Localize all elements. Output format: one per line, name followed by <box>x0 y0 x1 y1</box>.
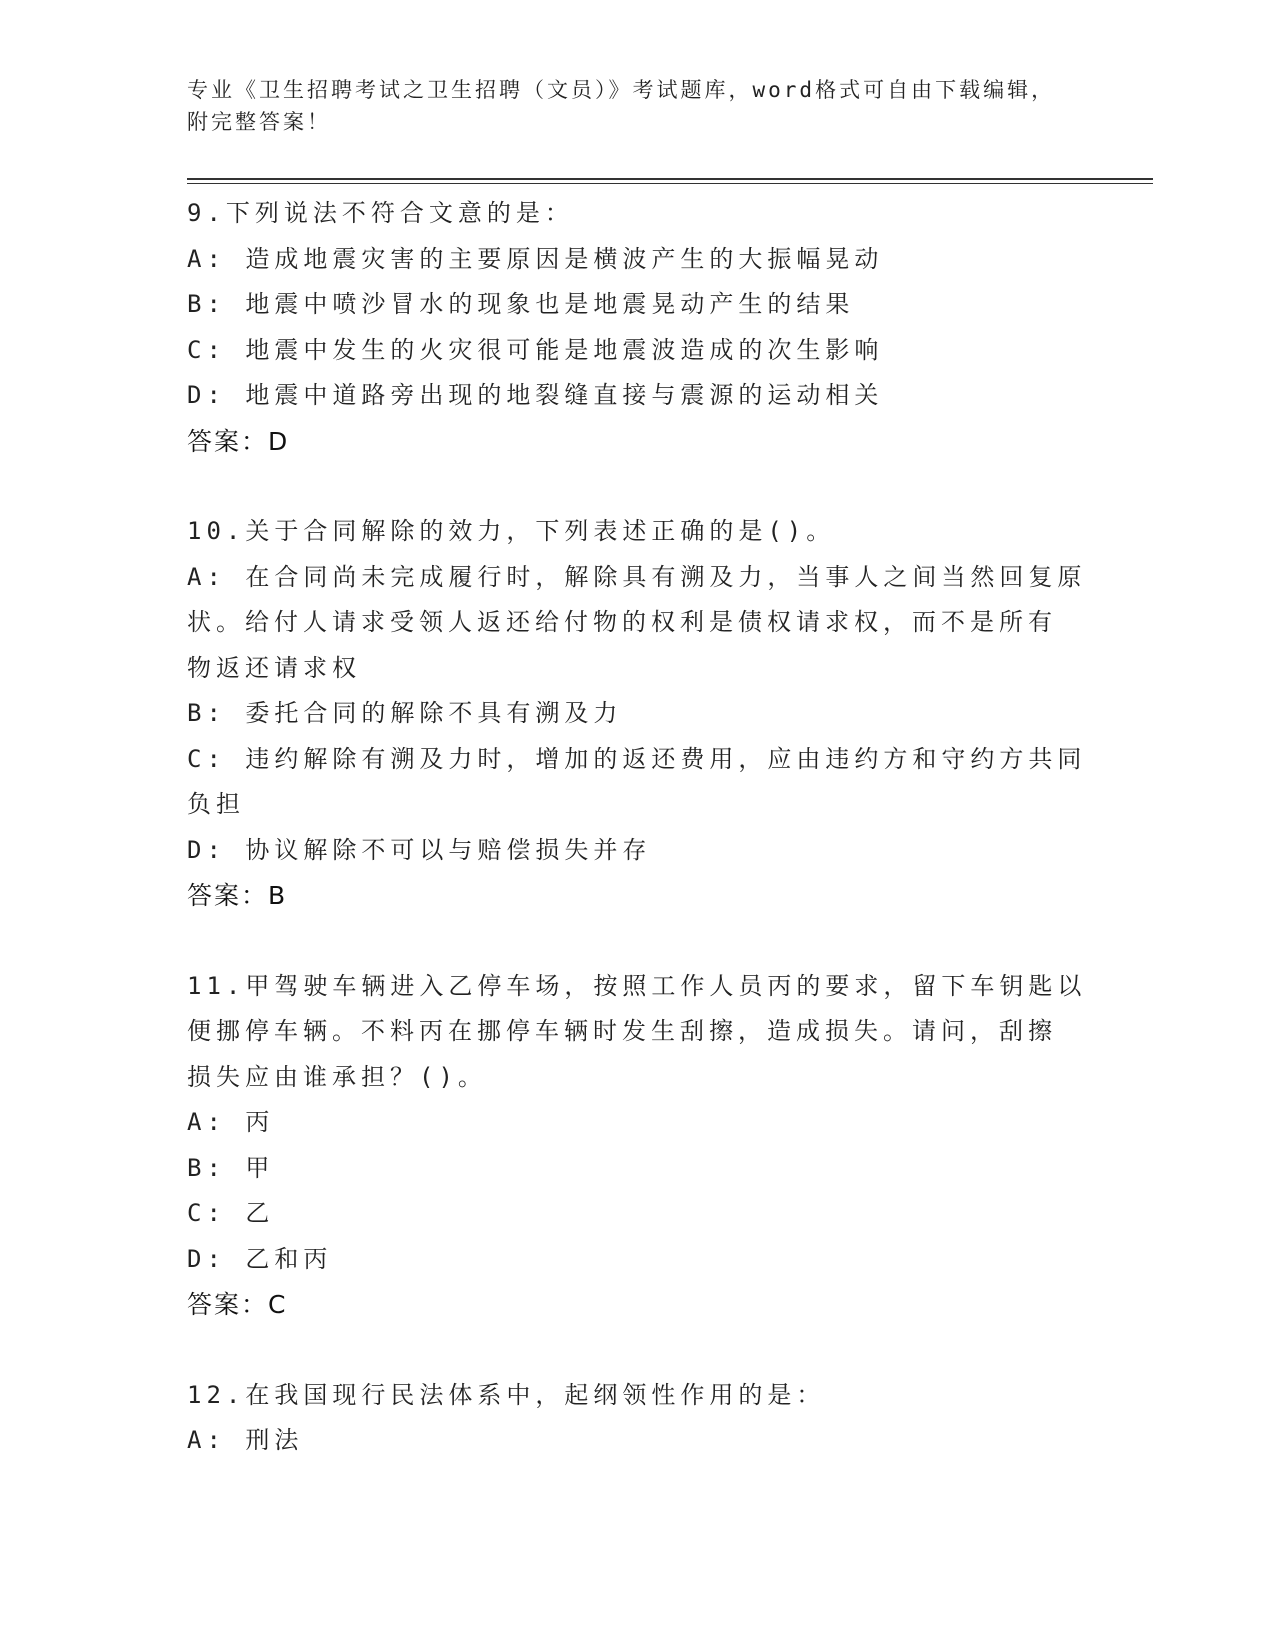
answer-option: A: 刑法 <box>187 1426 304 1454</box>
correct-answer: 答案：C <box>187 1290 288 1319</box>
correct-answer: 答案：B <box>187 881 288 910</box>
answer-option: 状。给付人请求受领人返还给付物的权利是债权请求权，而不是所有 <box>187 608 1057 636</box>
answer-option: A: 丙 <box>187 1108 275 1136</box>
answer-option: C: 违约解除有溯及力时，增加的返还费用，应由违约方和守约方共同 <box>187 744 1087 773</box>
answer-option: A: 造成地震灾害的主要原因是横波产生的大振幅晃动 <box>187 244 884 273</box>
question-stem: 9.下列说法不符合文意的是： <box>187 199 574 227</box>
answer-option: 物返还请求权 <box>187 653 361 682</box>
header-rule-thick <box>187 178 1153 180</box>
question-stem: 10.关于合同解除的效力，下列表述正确的是()。 <box>187 517 836 545</box>
answer-option: D: 协议解除不可以与赔偿损失并存 <box>187 835 652 864</box>
answer-option: D: 地震中道路旁出现的地裂缝直接与震源的运动相关 <box>187 381 884 409</box>
answer-option: B: 委托合同的解除不具有溯及力 <box>187 699 623 727</box>
answer-option: C: 乙 <box>187 1199 275 1227</box>
answer-option: D: 乙和丙 <box>187 1244 333 1273</box>
question-stem: 12.在我国现行民法体系中，起纲领性作用的是： <box>187 1380 826 1409</box>
answer-option: B: 甲 <box>187 1153 275 1182</box>
question-block <box>187 964 1087 1328</box>
document-header: 专业《卫生招聘考试之卫生招聘（文员）》考试题库，word格式可自由下载编辑，附完整答案！ <box>187 78 1056 134</box>
question-list <box>187 191 1087 1509</box>
answer-option: B: 地震中喷沙冒水的现象也是地震晃动产生的结果 <box>187 290 855 318</box>
answer-option: C: 地震中发生的火灾很可能是地震波造成的次生影响 <box>187 335 884 364</box>
question-stem: 损失应由谁承担？()。 <box>187 1062 487 1091</box>
header-rule-thin <box>187 183 1153 184</box>
question-stem: 便挪停车辆。不料丙在挪停车辆时发生刮擦，造成损失。请问，刮擦 <box>187 1017 1057 1045</box>
question-block <box>187 509 1087 919</box>
correct-answer: 答案：D <box>187 426 290 456</box>
answer-option: 负担 <box>187 790 245 818</box>
question-stem: 11.甲驾驶车辆进入乙停车场，按照工作人员丙的要求，留下车钥匙以 <box>187 971 1087 1000</box>
answer-option: A: 在合同尚未完成履行时，解除具有溯及力，当事人之间当然回复原 <box>187 562 1087 591</box>
question-block <box>187 191 1087 464</box>
question-block <box>187 1373 1087 1464</box>
